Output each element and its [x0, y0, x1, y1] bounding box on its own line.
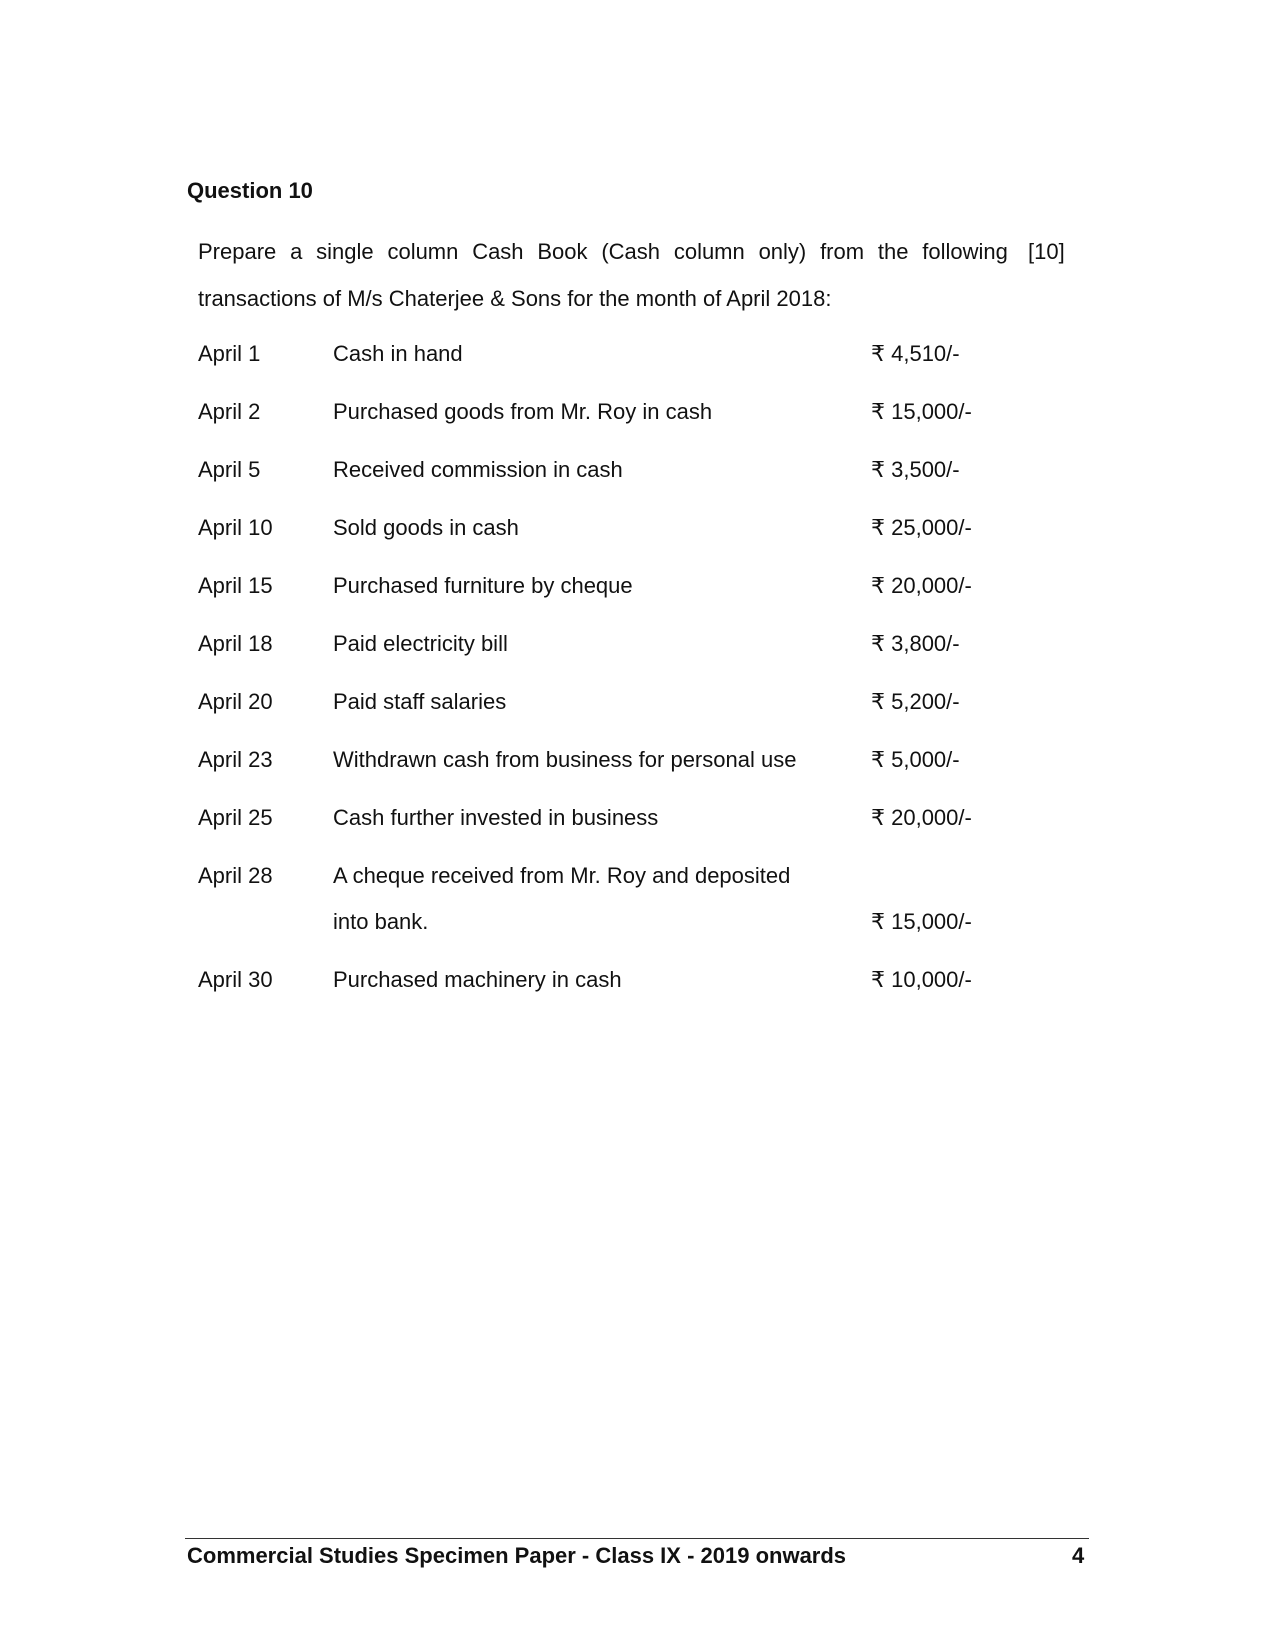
intro-word: Cash	[472, 239, 524, 264]
intro-word: from	[820, 239, 865, 264]
transaction-description: A cheque received from Mr. Roy and deposited	[333, 863, 791, 888]
transaction-description: Received commission in cash	[333, 457, 623, 482]
transaction-description: Cash in hand	[333, 341, 463, 366]
transaction-date: April 20	[198, 689, 273, 714]
transaction-amount: ₹ 10,000/-	[871, 967, 972, 992]
question-title: Question 10	[187, 178, 313, 203]
transaction-date: April 2	[198, 399, 261, 424]
transaction-date: April 15	[198, 573, 273, 598]
intro-word: (Cash	[601, 239, 661, 264]
transaction-description: Purchased goods from Mr. Roy in cash	[333, 399, 713, 424]
transaction-date: April 18	[198, 631, 273, 656]
transaction-amount: ₹ 3,500/-	[871, 457, 960, 482]
question-marks: [10]	[1028, 239, 1065, 264]
transaction-description: Purchased machinery in cash	[333, 967, 622, 992]
transaction-description-continued: into bank.	[333, 909, 429, 934]
transaction-description: Cash further invested in business	[333, 805, 659, 830]
transaction-date: April 30	[198, 967, 273, 992]
transaction-description: Paid staff salaries	[333, 689, 507, 714]
intro-word: following	[922, 239, 1008, 264]
intro-word: column	[673, 239, 745, 264]
transaction-amount: ₹ 5,000/-	[871, 747, 960, 772]
page-number: 4	[1072, 1543, 1085, 1568]
footer-divider	[185, 1538, 1089, 1539]
transaction-description: Purchased furniture by cheque	[333, 573, 633, 598]
transaction-amount: ₹ 3,800/-	[871, 631, 960, 656]
intro-word: only)	[758, 239, 807, 264]
transaction-date: April 1	[198, 341, 261, 366]
intro-word: a	[290, 239, 303, 264]
transaction-amount: ₹ 15,000/-	[871, 909, 972, 934]
transaction-date: April 28	[198, 863, 273, 888]
question-intro-line-1	[198, 241, 1008, 263]
intro-word: Prepare	[198, 239, 277, 264]
transaction-description: Sold goods in cash	[333, 515, 519, 540]
intro-word: single	[316, 239, 374, 264]
transaction-amount: ₹ 20,000/-	[871, 805, 972, 830]
transaction-description: Withdrawn cash from business for personal use	[333, 747, 797, 772]
transaction-amount: ₹ 15,000/-	[871, 399, 972, 424]
transaction-date: April 23	[198, 747, 273, 772]
intro-word: the	[877, 239, 909, 264]
intro-word: Book	[537, 239, 588, 264]
transaction-date: April 5	[198, 457, 261, 482]
transaction-date: April 10	[198, 515, 273, 540]
intro-word: column	[387, 239, 459, 264]
transaction-amount: ₹ 25,000/-	[871, 515, 972, 540]
transaction-amount: ₹ 5,200/-	[871, 689, 960, 714]
question-intro-line-2: transactions of M/s Chaterjee & Sons for the month of April 2018:	[198, 286, 832, 311]
transaction-date: April 25	[198, 805, 273, 830]
transaction-description: Paid electricity bill	[333, 631, 508, 656]
transaction-amount: ₹ 20,000/-	[871, 573, 972, 598]
transaction-amount: ₹ 4,510/-	[871, 341, 960, 366]
footer-title: Commercial Studies Specimen Paper - Class IX - 2019 onwards	[187, 1543, 847, 1568]
